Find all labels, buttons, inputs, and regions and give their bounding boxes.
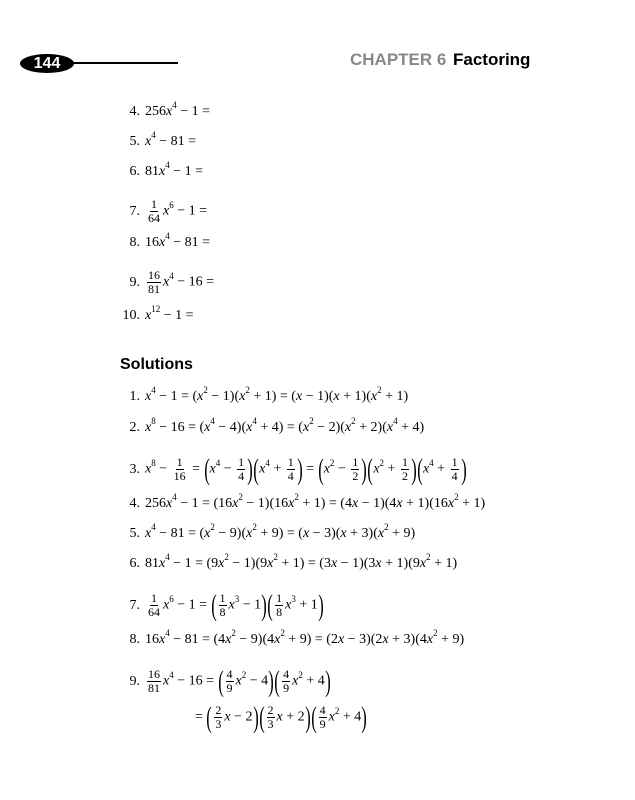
problem-number: 8. (129, 235, 140, 250)
problem-6: 6. $81x^4 - 1$ = (106, 164, 203, 180)
solution-number: 4. (129, 496, 140, 511)
chapter-title: Factoring (453, 50, 531, 69)
solution-4: 4. $256x^4 - 1 = (16x^2 - 1)(16x^2 + 1) = (4x - 1)(4x + 1)(16x^2 + 1)$ (106, 496, 485, 512)
solution-number: 2. (129, 420, 140, 435)
problem-9: 9. $\frac{16}{81}$ $x^4 - 16$ = (106, 269, 214, 296)
solution-1: 1. $x^4 - 1 = (x^2 - 1)(x^2 + 1) = (x - 1)(x + 1)(x^2 + 1)$ (106, 389, 408, 405)
solution-number: 6. (129, 556, 140, 571)
solution-number: 9. (129, 673, 140, 689)
solution-number: 5. (129, 526, 140, 541)
solution-2: 2. $x^8 - 16 = (x^4 - 4)(x^4 + 4) = (x^2 - 2)(x^2 + 2)(x^4 + 4)$ (106, 420, 424, 436)
problem-number: 5. (129, 134, 140, 149)
solution-9: 9. $\frac{16}{81}$ $x^4 - 16$ = ( $\frac{4}{9}$ $x^2 - 4$)( $\frac{4}{9}$ $x^2 + 4$) (106, 668, 331, 695)
solution-3: 3. $x^8$ − $\frac{1}{16}$ = ($x^4$ − $\frac{1}{4}$ )($x^4$ + $\frac{1}{4}$ ) = ($x^2$ − $\frac{1}{2}$ )($x^2$ + $\frac{1}{2}$ )($x^4$ + $\frac{1}{4}$ ) (106, 456, 467, 483)
solutions-heading: Solutions (120, 356, 193, 373)
solution-number: 3. (129, 461, 140, 477)
page-number: 144 (20, 54, 74, 73)
problem-4: 4. $256x^4 - 1$ = (106, 104, 210, 120)
header-rule (70, 62, 178, 64)
problem-5: 5. $x^4 - 81$ = (106, 134, 196, 150)
problem-8: 8. $16x^4 - 81$ = (106, 235, 210, 251)
solution-number: 7. (129, 597, 140, 613)
problem-number: 4. (129, 104, 140, 119)
solution-8: 8. $16x^4 - 81 = (4x^2 - 9)(4x^2 + 9) = (2x - 3)(2x + 3)(4x^2 + 9)$ (106, 632, 464, 648)
problem-number: 7. (129, 203, 140, 219)
problem-7: 7. $\frac{1}{64}$ $x^6 - 1$ = (106, 198, 207, 225)
problem-10: 10. $x^{12} - 1$ = (106, 308, 194, 324)
solution-number: 8. (129, 632, 140, 647)
chapter-label: CHAPTER 6 (350, 50, 447, 69)
problem-number: 10. (122, 308, 140, 323)
solution-6: 6. $81x^4 - 1 = (9x^2 - 1)(9x^2 + 1) = (3x - 1)(3x + 1)(9x^2 + 1)$ (106, 556, 457, 572)
solution-5: 5. $x^4 - 81 = (x^2 - 9)(x^2 + 9) = (x - 3)(x + 3)(x^2 + 9)$ (106, 526, 415, 542)
solution-number: 1. (129, 389, 140, 404)
solution-7: 7. $\frac{1}{64}$ $x^6 - 1$ = ( $\frac{1}{8}$ $x^3 - 1$)( $\frac{1}{8}$ $x^3 + 1$) (106, 592, 324, 619)
problem-number: 6. (129, 164, 140, 179)
solution-9-continued: = ( $\frac{2}{3}$ x − 2)( $\frac{2}{3}$ x + 2)( $\frac{4}{9}$ $x^2 + 4$) (195, 700, 368, 734)
problem-number: 9. (129, 274, 140, 290)
